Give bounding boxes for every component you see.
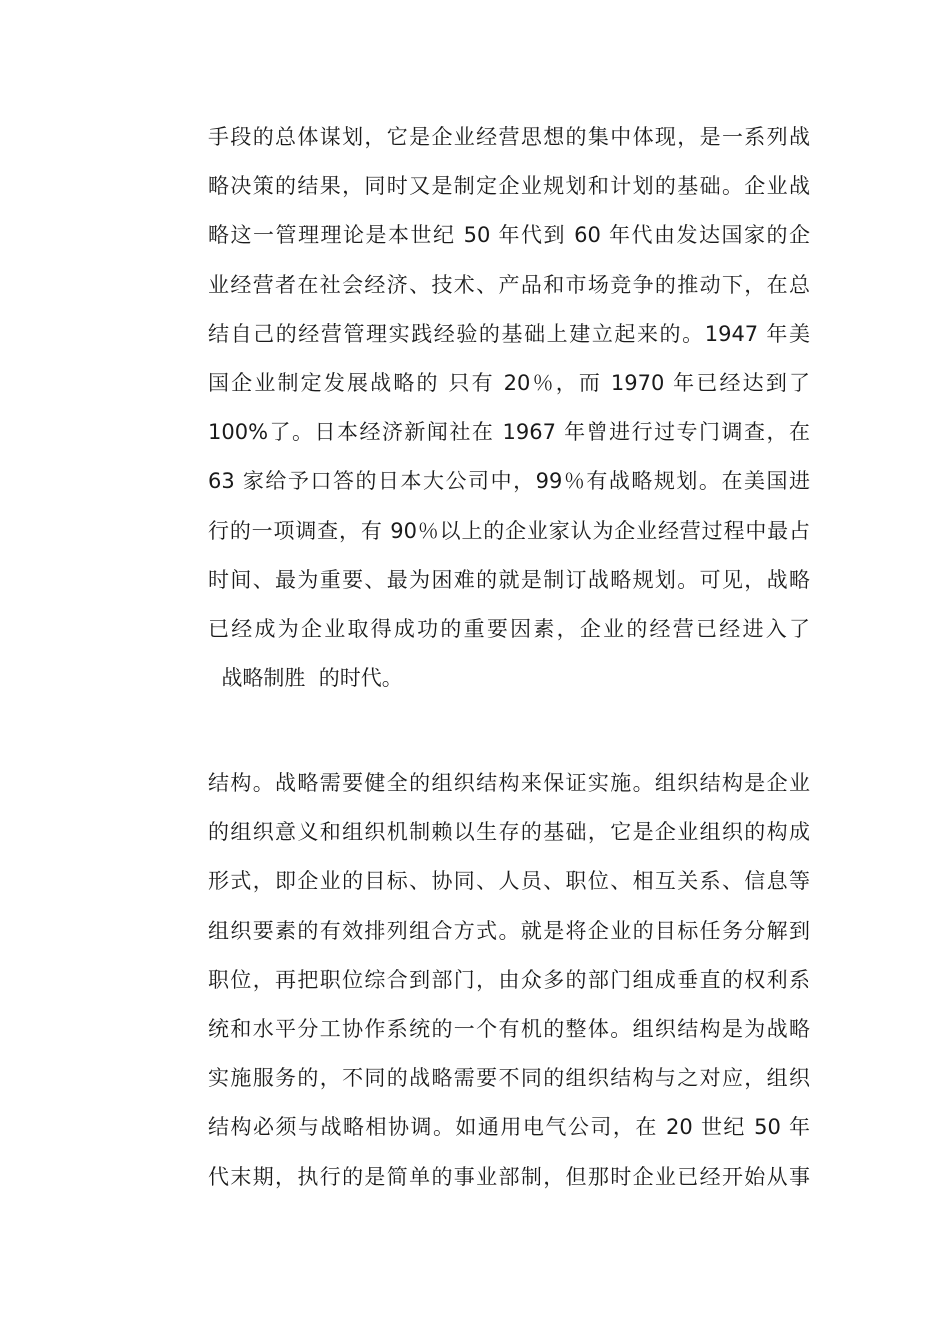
text-line: 63 家给予口答的日本大公司中，99％有战略规划。在美国进 <box>208 469 810 494</box>
text-line: 结构。战略需要健全的组织结构来保证实施。组织结构是企业 <box>208 771 810 795</box>
text-line: 统和水平分工协作系统的一个有机的整体。组织结构是为战略 <box>208 1016 810 1041</box>
text-line: 结构必须与战略相协调。如通用电气公司，在 20 世纪 50 年 <box>208 1115 810 1140</box>
text-line: 略这一管理理论是本世纪 50 年代到 60 年代由发达国家的企 <box>208 223 810 248</box>
text-line: 实施服务的，不同的战略需要不同的组织结构与之对应，组织 <box>208 1066 810 1091</box>
text-line: 业经营者在社会经济、技术、产品和市场竞争的推动下，在总 <box>208 272 810 297</box>
text-line: 行的一项调查，有 90％以上的企业家认为企业经营过程中最占 <box>208 518 810 543</box>
paragraph-strategy <box>208 113 810 703</box>
text-line: 时间、最为重要、最为困难的就是制订战略规划。可见，战略 <box>208 567 810 592</box>
text-line: 组织要素的有效排列组合方式。就是将企业的目标任务分解到 <box>208 918 810 943</box>
text-line: 已经成为企业取得成功的重要因素，企业的经营已经进入了 <box>208 616 810 641</box>
text-line: 的组织意义和组织机制赖以生存的基础，它是企业组织的构成 <box>208 820 810 845</box>
text-line: 略决策的结果，同时又是制定企业规划和计划的基础。企业战 <box>208 174 810 199</box>
text-line: 代末期，执行的是简单的事业部制，但那时企业已经开始从事 <box>208 1164 810 1189</box>
text-line: 手段的总体谋划，它是企业经营思想的集中体现，是一系列战 <box>208 125 810 149</box>
paragraph-structure <box>208 759 810 1202</box>
text-line: 100%了。日本经济新闻社在 1967 年曾进行过专门调查，在 <box>208 420 810 445</box>
text-line: 战略制胜 的时代。 <box>208 666 403 691</box>
text-line: 职位，再把职位综合到部门，由众多的部门组成垂直的权利系 <box>208 967 810 992</box>
text-line: 国企业制定发展战略的 只有 20％，而 1970 年已经达到了 <box>208 370 810 395</box>
text-line: 结自己的经营管理实践经验的基础上建立起来的。1947 年美 <box>208 321 810 346</box>
text-line: 形式，即企业的目标、协同、人员、职位、相互关系、信息等 <box>208 869 810 894</box>
